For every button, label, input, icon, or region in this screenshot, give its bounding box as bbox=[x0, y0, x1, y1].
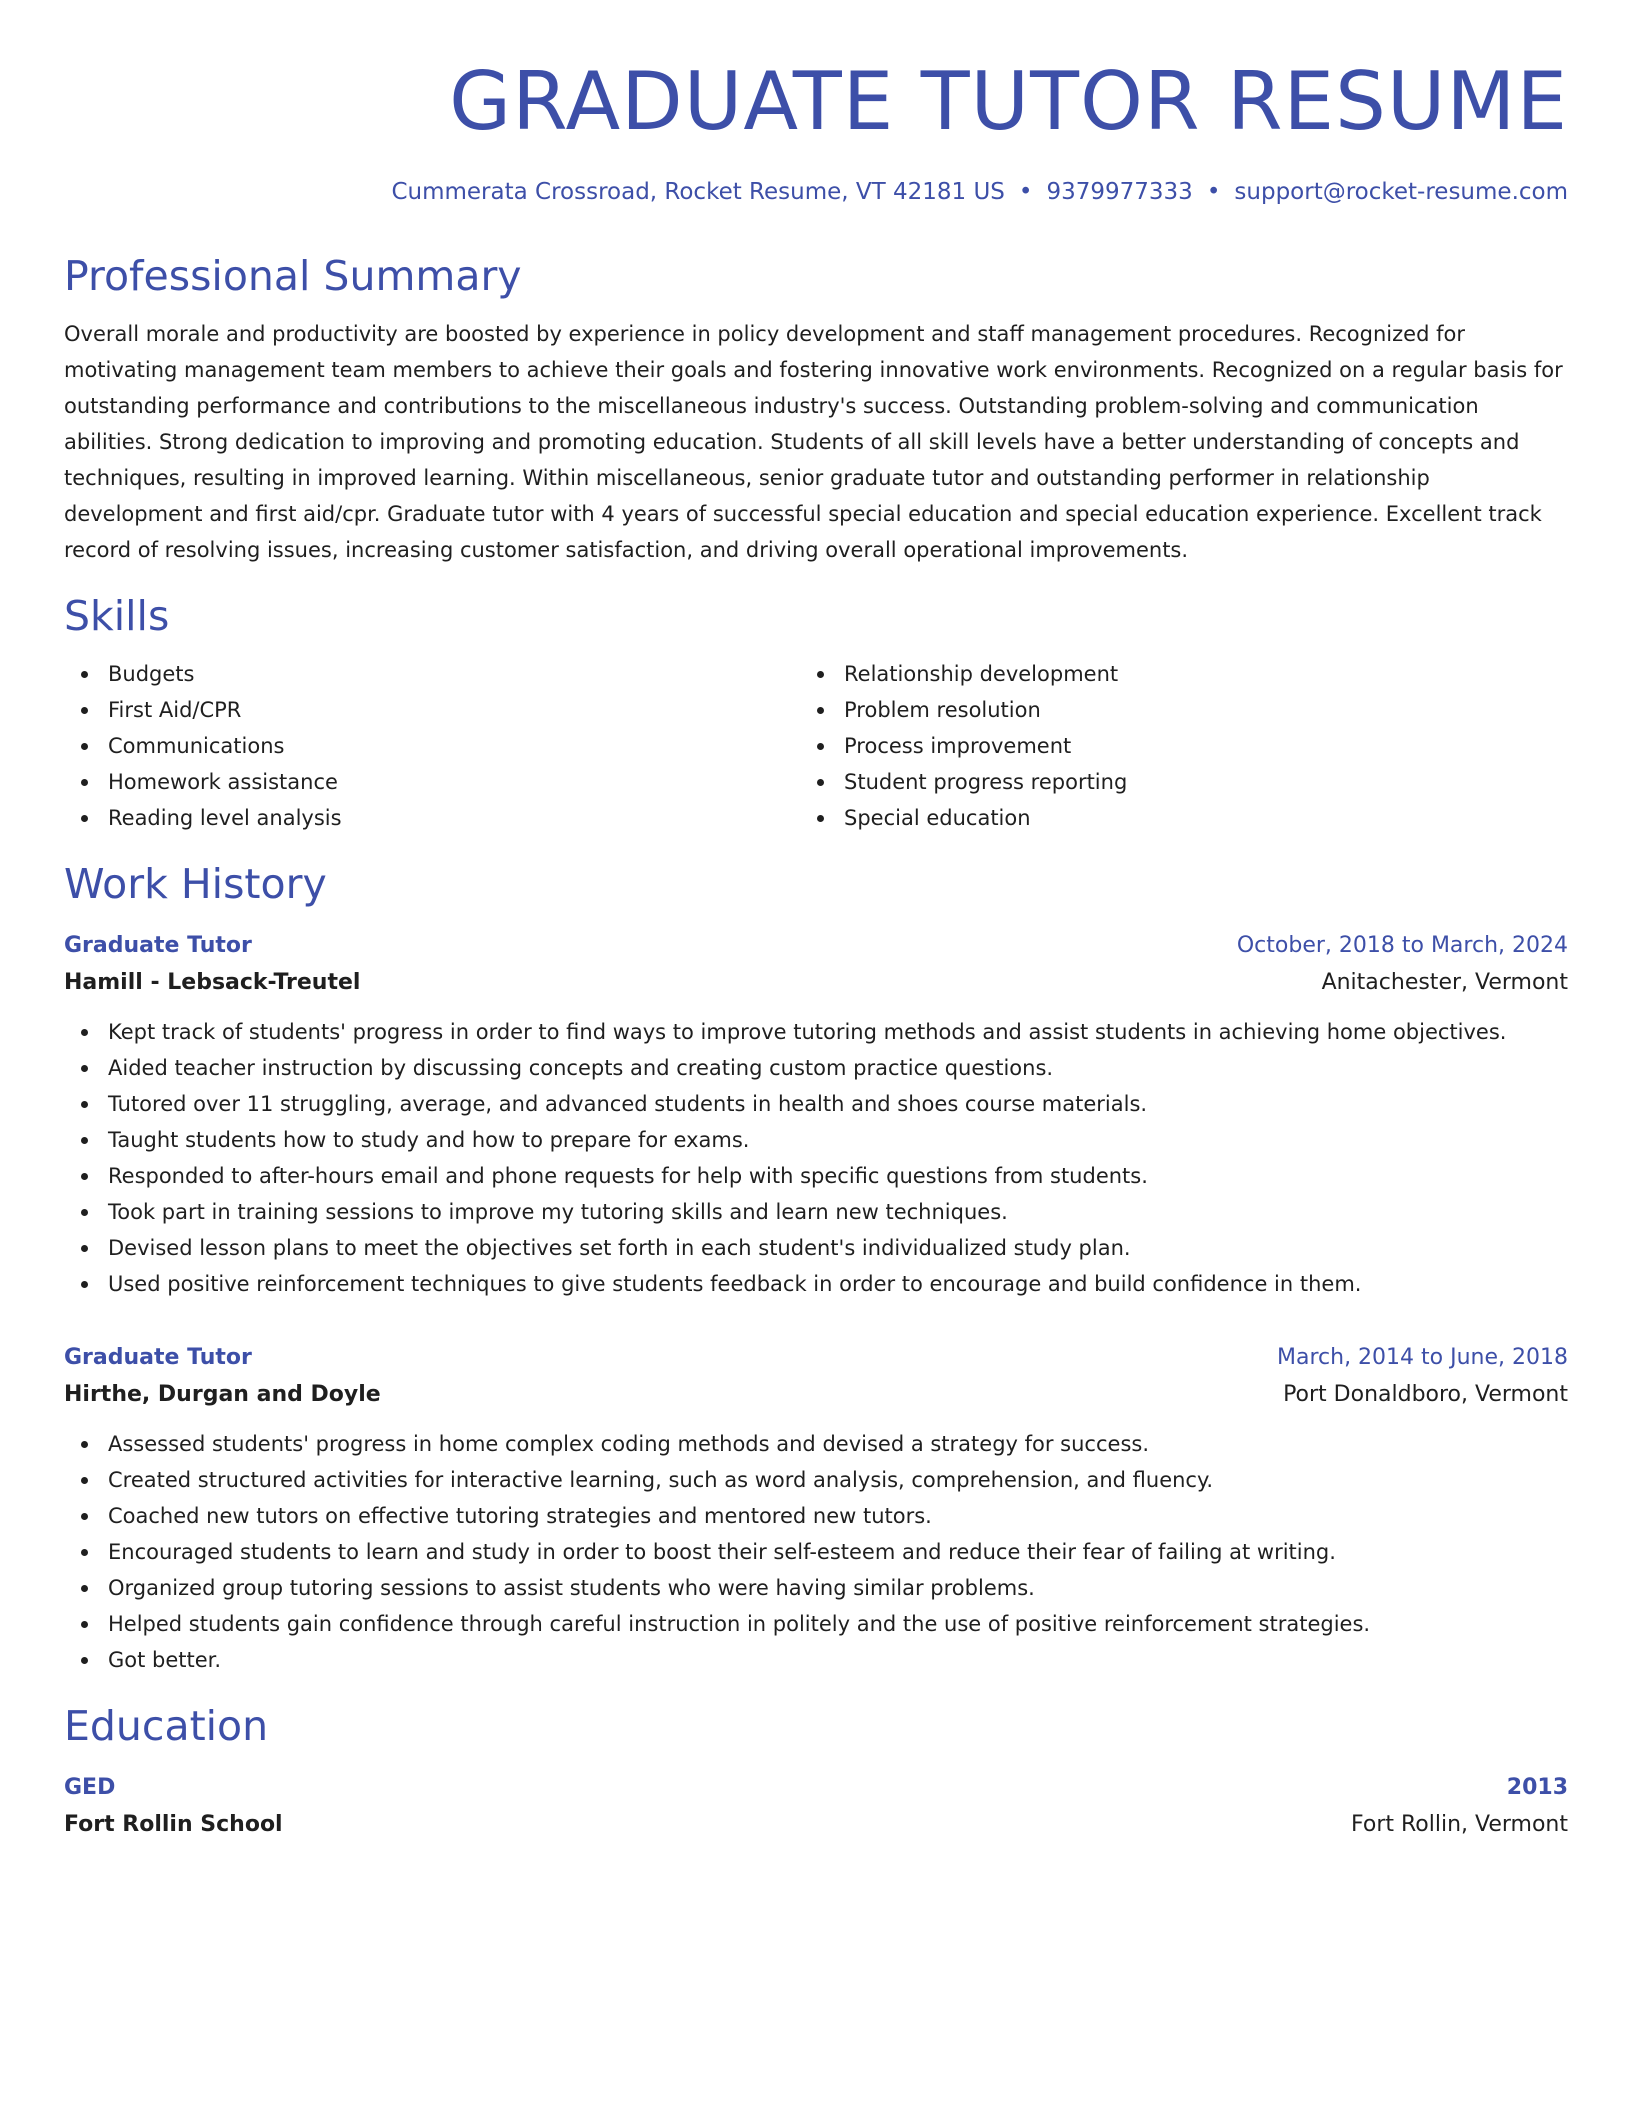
education-heading: Education bbox=[64, 1702, 269, 1750]
skill-item: Relationship development bbox=[844, 656, 1536, 692]
job-subheader bbox=[64, 964, 1568, 1002]
skills-column-right bbox=[800, 656, 1536, 836]
education-header bbox=[64, 1770, 1568, 1806]
education-subheader bbox=[64, 1806, 1568, 1844]
job-duty: Assessed students' progress in home complex coding methods and devised a strategy for success. bbox=[108, 1426, 1568, 1462]
job-duty: Got better. bbox=[108, 1642, 1568, 1678]
job-duty: Helped students gain confidence through careful instruction in politely and the use of positive reinforcement strategies. bbox=[108, 1606, 1568, 1642]
contact-separator: • bbox=[1018, 179, 1033, 205]
job-duty: Took part in training sessions to improve my tutoring skills and learn new techniques. bbox=[108, 1194, 1568, 1230]
skills-heading: Skills bbox=[64, 592, 170, 640]
job-company: Hamill - Lebsack-Treutel bbox=[64, 970, 361, 995]
job-location: Anitachester, Vermont bbox=[1321, 970, 1568, 995]
summary-text: Overall morale and productivity are boosted by experience in policy development and staff management procedures. Recognized for motivating management team members to achieve their goals and fostering innovative work environments. Recognized on a regular basis for outstanding performance and contributions to the miscellaneous industry's success. Outstanding problem-solving and communication abilities. Strong dedication to improving and promoting education. Students of all skill levels have a better understanding of concepts and techniques, resulting in improved learning. Within miscellaneous, senior graduate tutor and outstanding performer in relationship development and first aid/cpr. Graduate tutor with 4 years of successful special education and special education experience. Excellent track record of resolving issues, increasing customer satisfaction, and driving overall operational improvements. bbox=[64, 322, 1563, 562]
job-dates: March, 2014 to June, 2018 bbox=[1277, 1345, 1568, 1370]
skill-item: Special education bbox=[844, 800, 1536, 836]
resume-title: GRADUATE TUTOR RESUME bbox=[449, 55, 1568, 148]
job-dates: October, 2018 to March, 2024 bbox=[1236, 933, 1568, 958]
job-company: Hirthe, Durgan and Doyle bbox=[64, 1382, 381, 1407]
education-degree: GED bbox=[64, 1775, 116, 1800]
skill-item: Student progress reporting bbox=[844, 764, 1536, 800]
contact-address: Cummerata Crossroad, Rocket Resume, VT 42181 US bbox=[391, 179, 1005, 205]
summary-heading: Professional Summary bbox=[64, 252, 522, 300]
job-header bbox=[64, 1340, 1568, 1376]
skill-item: Process improvement bbox=[844, 728, 1536, 764]
skill-item: Problem resolution bbox=[844, 692, 1536, 728]
skill-item: First Aid/CPR bbox=[108, 692, 800, 728]
job-duties bbox=[64, 1426, 1568, 1678]
job-duty: Taught students how to study and how to prepare for exams. bbox=[108, 1122, 1568, 1158]
education-location: Fort Rollin, Vermont bbox=[1350, 1812, 1568, 1837]
contact-email: support@rocket-resume.com bbox=[1234, 179, 1568, 205]
job-title: Graduate Tutor bbox=[64, 1345, 252, 1370]
job-duty: Aided teacher instruction by discussing concepts and creating custom practice questions. bbox=[108, 1050, 1568, 1086]
job-duty: Kept track of students' progress in order to find ways to improve tutoring methods and assist students in achieving home objectives. bbox=[108, 1014, 1568, 1050]
skill-item: Communications bbox=[108, 728, 800, 764]
job-duty: Coached new tutors on effective tutoring strategies and mentored new tutors. bbox=[108, 1498, 1568, 1534]
job-duty: Tutored over 11 struggling, average, and advanced students in health and shoes course materials. bbox=[108, 1086, 1568, 1122]
work-history-heading: Work History bbox=[64, 860, 327, 908]
job-subheader bbox=[64, 1376, 1568, 1414]
contact-separator: • bbox=[1206, 179, 1221, 205]
education-year: 2013 bbox=[1506, 1775, 1568, 1800]
job-entry bbox=[64, 928, 1568, 1302]
skills-column-left bbox=[64, 656, 800, 836]
skill-item: Homework assistance bbox=[108, 764, 800, 800]
education-entry bbox=[64, 1770, 1568, 1844]
job-duty: Encouraged students to learn and study in order to boost their self-esteem and reduce their fear of failing at writing. bbox=[108, 1534, 1568, 1570]
job-duty: Responded to after-hours email and phone requests for help with specific questions from students. bbox=[108, 1158, 1568, 1194]
skill-item: Reading level analysis bbox=[108, 800, 800, 836]
job-duty: Created structured activities for interactive learning, such as word analysis, comprehension, and fluency. bbox=[108, 1462, 1568, 1498]
job-duty: Organized group tutoring sessions to assist students who were having similar problems. bbox=[108, 1570, 1568, 1606]
job-location: Port Donaldboro, Vermont bbox=[1283, 1382, 1568, 1407]
contact-phone: 9379977333 bbox=[1046, 179, 1193, 205]
job-duty: Devised lesson plans to meet the objectives set forth in each student's individualized study plan. bbox=[108, 1230, 1568, 1266]
job-title: Graduate Tutor bbox=[64, 933, 252, 958]
job-entry bbox=[64, 1340, 1568, 1678]
skill-item: Budgets bbox=[108, 656, 800, 692]
contact-line bbox=[64, 176, 1568, 208]
skills-list bbox=[64, 656, 1568, 836]
job-duty: Used positive reinforcement techniques to give students feedback in order to encourage and build confidence in them. bbox=[108, 1266, 1568, 1302]
job-duties bbox=[64, 1014, 1568, 1302]
job-header bbox=[64, 928, 1568, 964]
education-school: Fort Rollin School bbox=[64, 1812, 283, 1837]
